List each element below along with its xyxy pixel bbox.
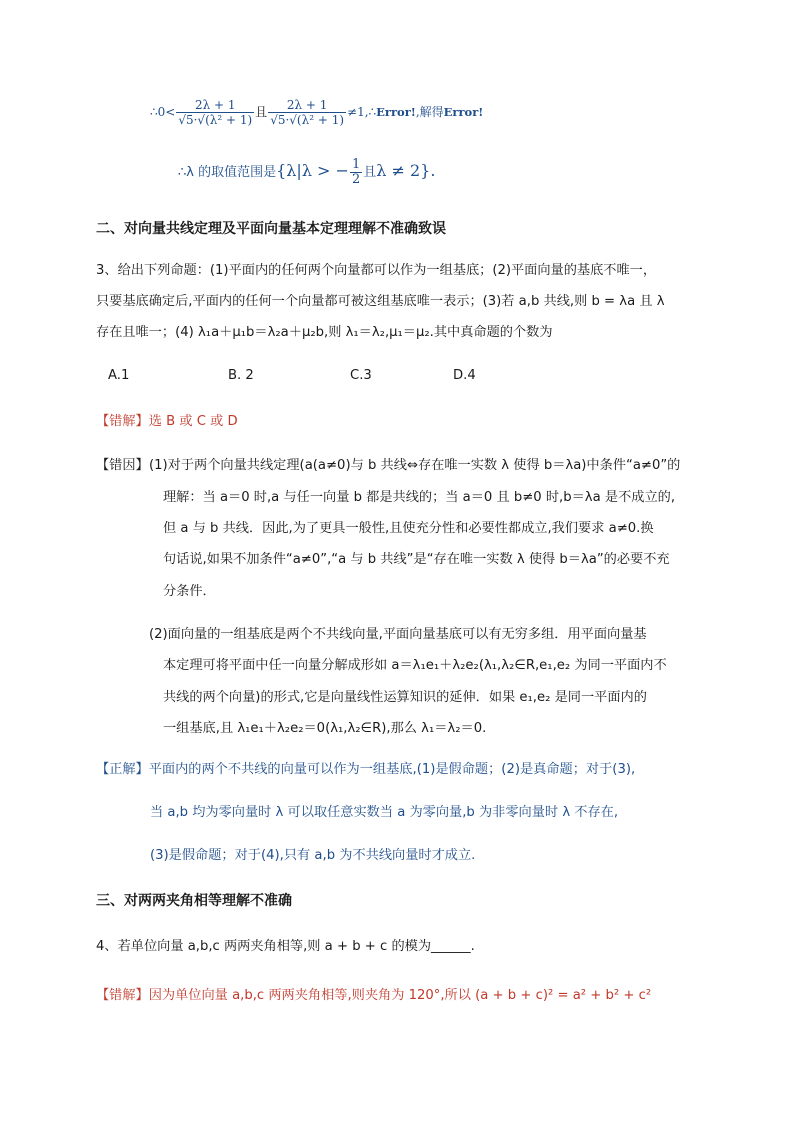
correct-line-2: 当 a,b 均为零向量时 λ 可以取任意实数当 a 为零向量,b 为非零向量时 λ 不存在,: [150, 805, 619, 820]
choice-d: D.4: [453, 368, 476, 383]
wrong-answer: [96, 412, 238, 432]
formula-line-2: ∴λ 的取值范围是{λ|λ > − $\frac{1}{2}$ 且λ ≠ 2}.: [178, 157, 436, 187]
cause-p1-line-2: 理解：当 a＝0 时,a 与任一向量 b 都是共线的；当 a＝0 且 b≠0 时,b＝λa 是不成立的,: [163, 490, 676, 505]
cause-p2-line-4: 一组基底,且 λ₁e₁＋λ₂e₂＝0(λ₁,λ₂∈R),那么 λ₁＝λ₂＝0.: [163, 721, 487, 736]
section-2-title: 二、对向量共线定理及平面向量基本定理理解不准确致误: [96, 221, 446, 237]
error-text-2: Error!: [443, 105, 484, 119]
q3-line-1: 3、给出下列命题：(1)平面内的任何两个向量都可以作为一组基底；(2)平面向量的基底不唯一，: [96, 263, 657, 278]
wrong-answer-text: 选 B 或 C 或 D: [148, 414, 238, 429]
fraction-1: $\frac{2\lambda + 1}{\text{√5·√(λ² + 1)}}$: [178, 98, 253, 127]
formula-line-1: ∴0< $\frac{2\lambda + 1}{\text{√5·√(λ² + 1)}}$ 且 $\frac{2\lambda + 1}{\text{√5·√(λ² + 1)}}$ ≠1,∴Error!,解得Error!: [150, 98, 484, 127]
fraction-half: $\frac{1}{2}$: [351, 157, 361, 187]
cause-p1-line-1: (1)对于两个向量共线定理(a(a≠0)与 b 共线⇔存在唯一实数 λ 使得 b＝λa)中条件“a≠0”的: [149, 458, 681, 473]
cause-p2-line-1: (2)面向量的一组基底是两个不共线向量,平面向量基底可以有无穷多组．用平面向量基: [149, 627, 647, 642]
q4-text: 4、若单位向量 a,b,c 两两夹角相等,则 a + b + c 的模为______.: [96, 939, 475, 954]
wrong-answer-2-label: 【错解】: [96, 988, 149, 1003]
choice-c: C.3: [350, 368, 372, 383]
q3-line-2: 只要基底确定后,平面内的任何一个向量都可被这组基底唯一表示；(3)若 a,b 共线,则 b = λa 且 λ: [96, 294, 665, 309]
section-3-title: 三、对两两夹角相等理解不准确: [96, 893, 292, 909]
q3-line-3: 存在且唯一；(4) λ₁a＋μ₁b＝λ₂a＋μ₂b,则 λ₁＝λ₂,μ₁＝μ₂.其中真命题的个数为: [96, 325, 553, 340]
choice-a: A.1: [108, 368, 130, 383]
correct-line-3: (3)是假命题；对于(4),只有 a,b 为不共线向量时才成立.: [150, 848, 476, 863]
wrong-answer-label: 【错解】: [96, 414, 149, 429]
formula-therefore: ∴0<: [150, 105, 176, 119]
fraction-2: $\frac{2\lambda + 1}{\text{√5·√(λ² + 1)}}$: [270, 98, 345, 127]
cause-p2-line-2: 本定理可将平面中任一向量分解成形如 a＝λ₁e₁＋λ₂e₂(λ₁,λ₂∈R,e₁,e₂ 为同一平面内不: [163, 658, 667, 673]
cause-p1-line-5: 分条件．: [163, 584, 216, 599]
cause-p1-line-4: 句话说,如果不加条件“a≠0”,“a 与 b 共线”是“存在唯一实数 λ 使得 b＝λa”的必要不充: [163, 552, 670, 567]
wrong-answer-2: [96, 986, 651, 1006]
error-text-1: Error!: [376, 105, 416, 119]
choice-b: B. 2: [228, 368, 254, 383]
correct-label: 【正解】: [96, 762, 149, 777]
cause-p2-line-3: 共线的两个向量)的形式,它是向量线性运算知识的延伸．如果 e₁,e₂ 是同一平面内的: [163, 690, 647, 705]
cause-p1-line-3: 但 a 与 b 共线．因此,为了更具一般性,且使充分性和必要性都成立,我们要求 a≠0.换: [163, 521, 654, 536]
correct-line-1: 【正解】平面内的两个不共线的向量可以作为一组基底,(1)是假命题；(2)是真命题；对于(3),: [96, 762, 636, 777]
cause-label: 【错因】: [96, 458, 149, 473]
wrong-answer-2-text: 因为单位向量 a,b,c 两两夹角相等,则夹角为 120°,所以 (a + b + c)² = a² + b² + c²: [148, 988, 652, 1003]
